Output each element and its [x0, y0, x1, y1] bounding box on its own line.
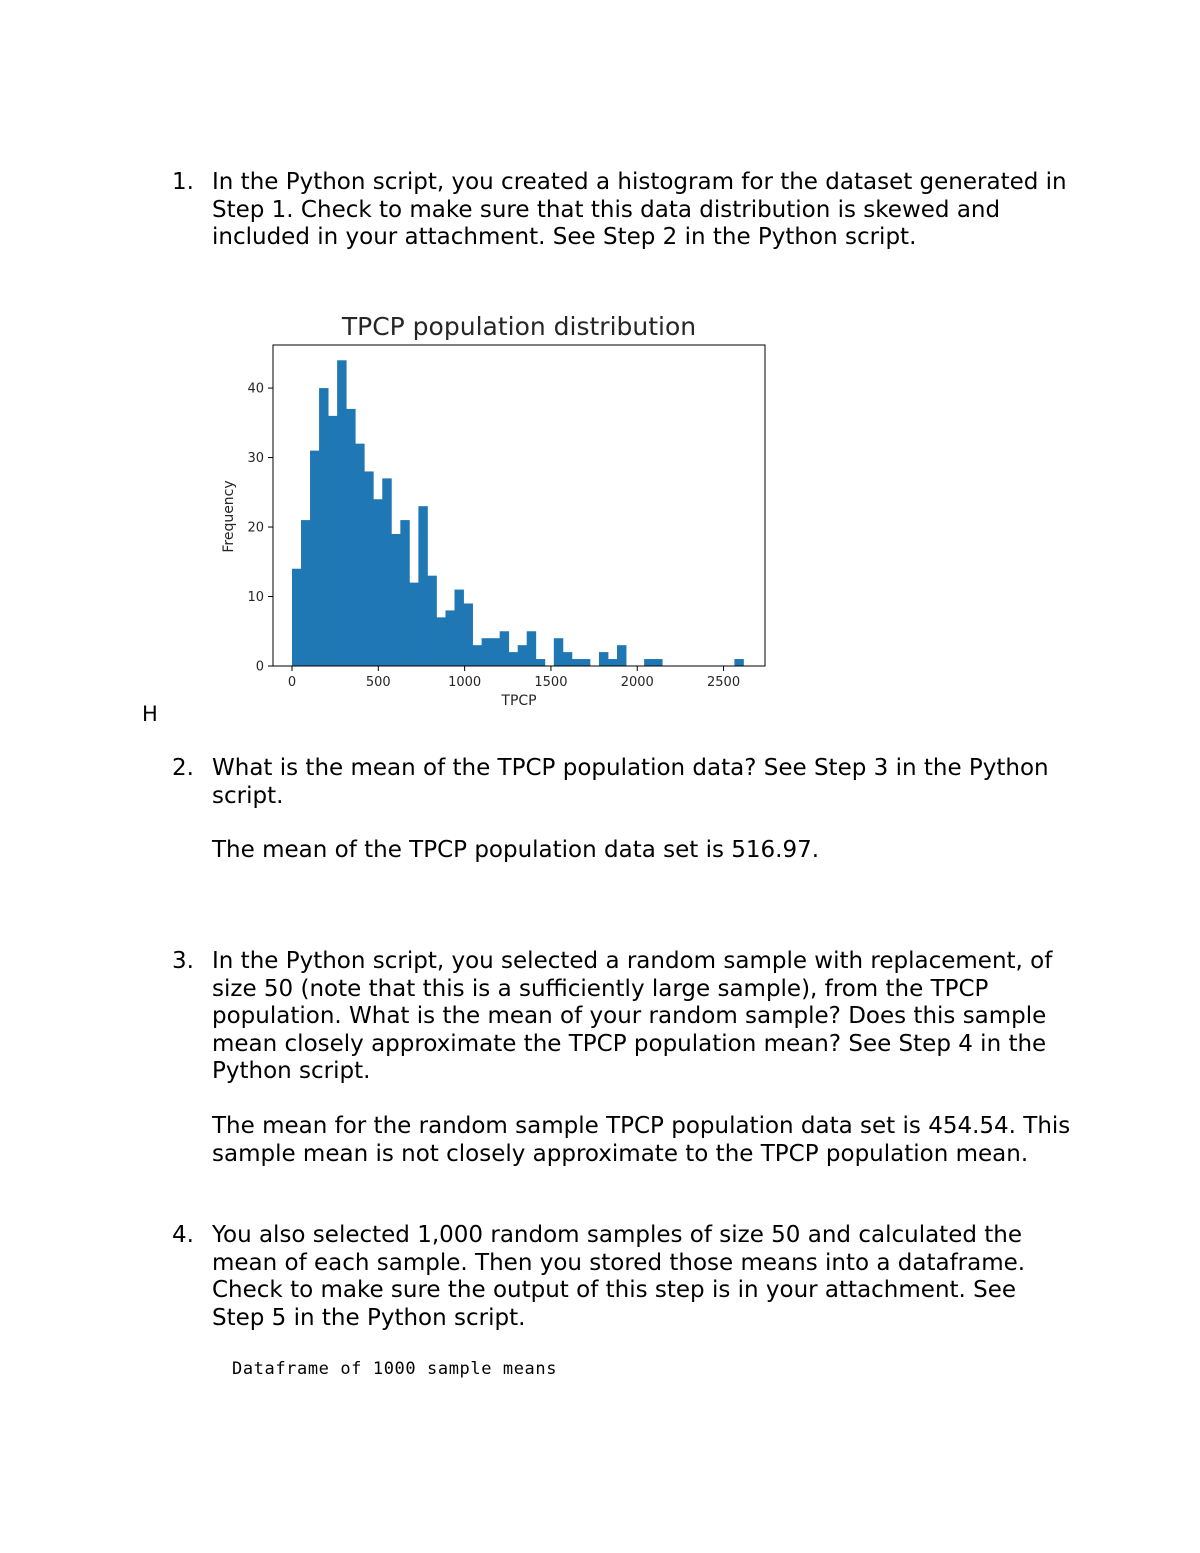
y-tick-label: 0: [255, 659, 264, 675]
histogram-bar: [355, 444, 364, 666]
y-tick-label: 40: [247, 381, 264, 397]
histogram-bar: [581, 659, 590, 666]
histogram-bar: [554, 638, 563, 666]
histogram-bar: [400, 520, 409, 666]
x-tick-label: 1000: [448, 675, 482, 690]
histogram-bar: [427, 576, 436, 666]
histogram-bar: [563, 652, 572, 666]
histogram-bar: [292, 569, 301, 666]
item-number: 4.: [172, 1222, 194, 1248]
y-tick-label: 20: [247, 520, 264, 536]
item-number: 1.: [172, 169, 194, 195]
histogram-bar: [473, 645, 482, 666]
histogram-bar: [644, 659, 653, 666]
histogram-bar: [509, 652, 518, 666]
y-axis-label: Frequency: [221, 480, 237, 553]
dataframe-caption: Dataframe of 1000 sample means: [232, 1359, 558, 1379]
question-3: [172, 948, 1072, 1086]
x-tick-label: 500: [365, 675, 391, 690]
question-4: [172, 1222, 1072, 1332]
histogram-bar: [536, 659, 545, 666]
question-1: [172, 169, 1072, 252]
histogram-bar: [373, 499, 382, 666]
x-tick-label: 0: [287, 675, 297, 690]
answer-2: The mean of the TPCP population data set is 516.97.: [212, 837, 820, 863]
item-number: 3.: [172, 948, 194, 974]
histogram-bar: [319, 388, 328, 666]
stray-letter: H: [142, 702, 158, 726]
question-text: In the Python script, you created a histogram for the dataset generated in Step 1. Check to make sure that this data distribution is skewed and included in your attachment. See Step 2 in the Python script.: [212, 169, 1067, 251]
question-text: What is the mean of the TPCP population data? See Step 3 in the Python script.: [212, 755, 1049, 809]
histogram-bar: [617, 645, 626, 666]
histogram-bar: [608, 659, 617, 666]
x-tick-label: 2000: [620, 675, 654, 690]
histogram-bar: [455, 590, 464, 666]
y-tick-label: 30: [247, 451, 264, 467]
question-2: [172, 755, 1072, 810]
item-number: 2.: [172, 755, 194, 781]
histogram-bar: [346, 409, 355, 666]
histogram-bar: [301, 520, 310, 666]
histogram-bar: [527, 631, 536, 666]
x-tick-label: 1500: [534, 675, 568, 690]
x-tick-label: 2500: [707, 675, 741, 690]
histogram-bar: [382, 478, 391, 666]
histogram-bar: [391, 534, 400, 666]
histogram-bar: [482, 638, 491, 666]
histogram-bar: [364, 471, 373, 666]
histogram-bar: [599, 652, 608, 666]
x-axis-label: TPCP: [501, 693, 537, 709]
histogram-bar: [445, 610, 454, 666]
histogram-bar: [500, 631, 509, 666]
histogram-bar: [337, 360, 346, 666]
histogram-bar: [653, 659, 662, 666]
histogram-bar: [310, 451, 319, 666]
histogram-bar: [518, 645, 527, 666]
question-text: You also selected 1,000 random samples of size 50 and calculated the mean of each sample. Then you stored those means into a dataframe. Check to make sure the output of this step is in your attachment. See Step 5 in the Python script.: [212, 1222, 1026, 1331]
histogram-bar: [572, 659, 581, 666]
histogram-bar: [734, 659, 743, 666]
histogram-bar: [418, 506, 427, 666]
chart-title: TPCP population distribution: [341, 312, 697, 341]
histogram-bar: [409, 583, 418, 666]
histogram-bar: [436, 617, 445, 666]
question-text: In the Python script, you selected a random sample with replacement, of size 50 (note that this is a sufficiently large sample), from the TPCP population. What is the mean of your random sample? Does this sample mean closely approximate the TPCP population mean? See Step 4 in the Python script.: [212, 948, 1053, 1085]
histogram-bar: [464, 603, 473, 666]
histogram-bar: [328, 416, 337, 666]
histogram-bar: [491, 638, 500, 666]
histogram-chart: [210, 305, 780, 715]
answer-3: The mean for the random sample TPCP population data set is 454.54. This sample mean is not closely approximate to the TPCP population mean.: [212, 1113, 1071, 1167]
y-tick-label: 10: [247, 590, 264, 606]
